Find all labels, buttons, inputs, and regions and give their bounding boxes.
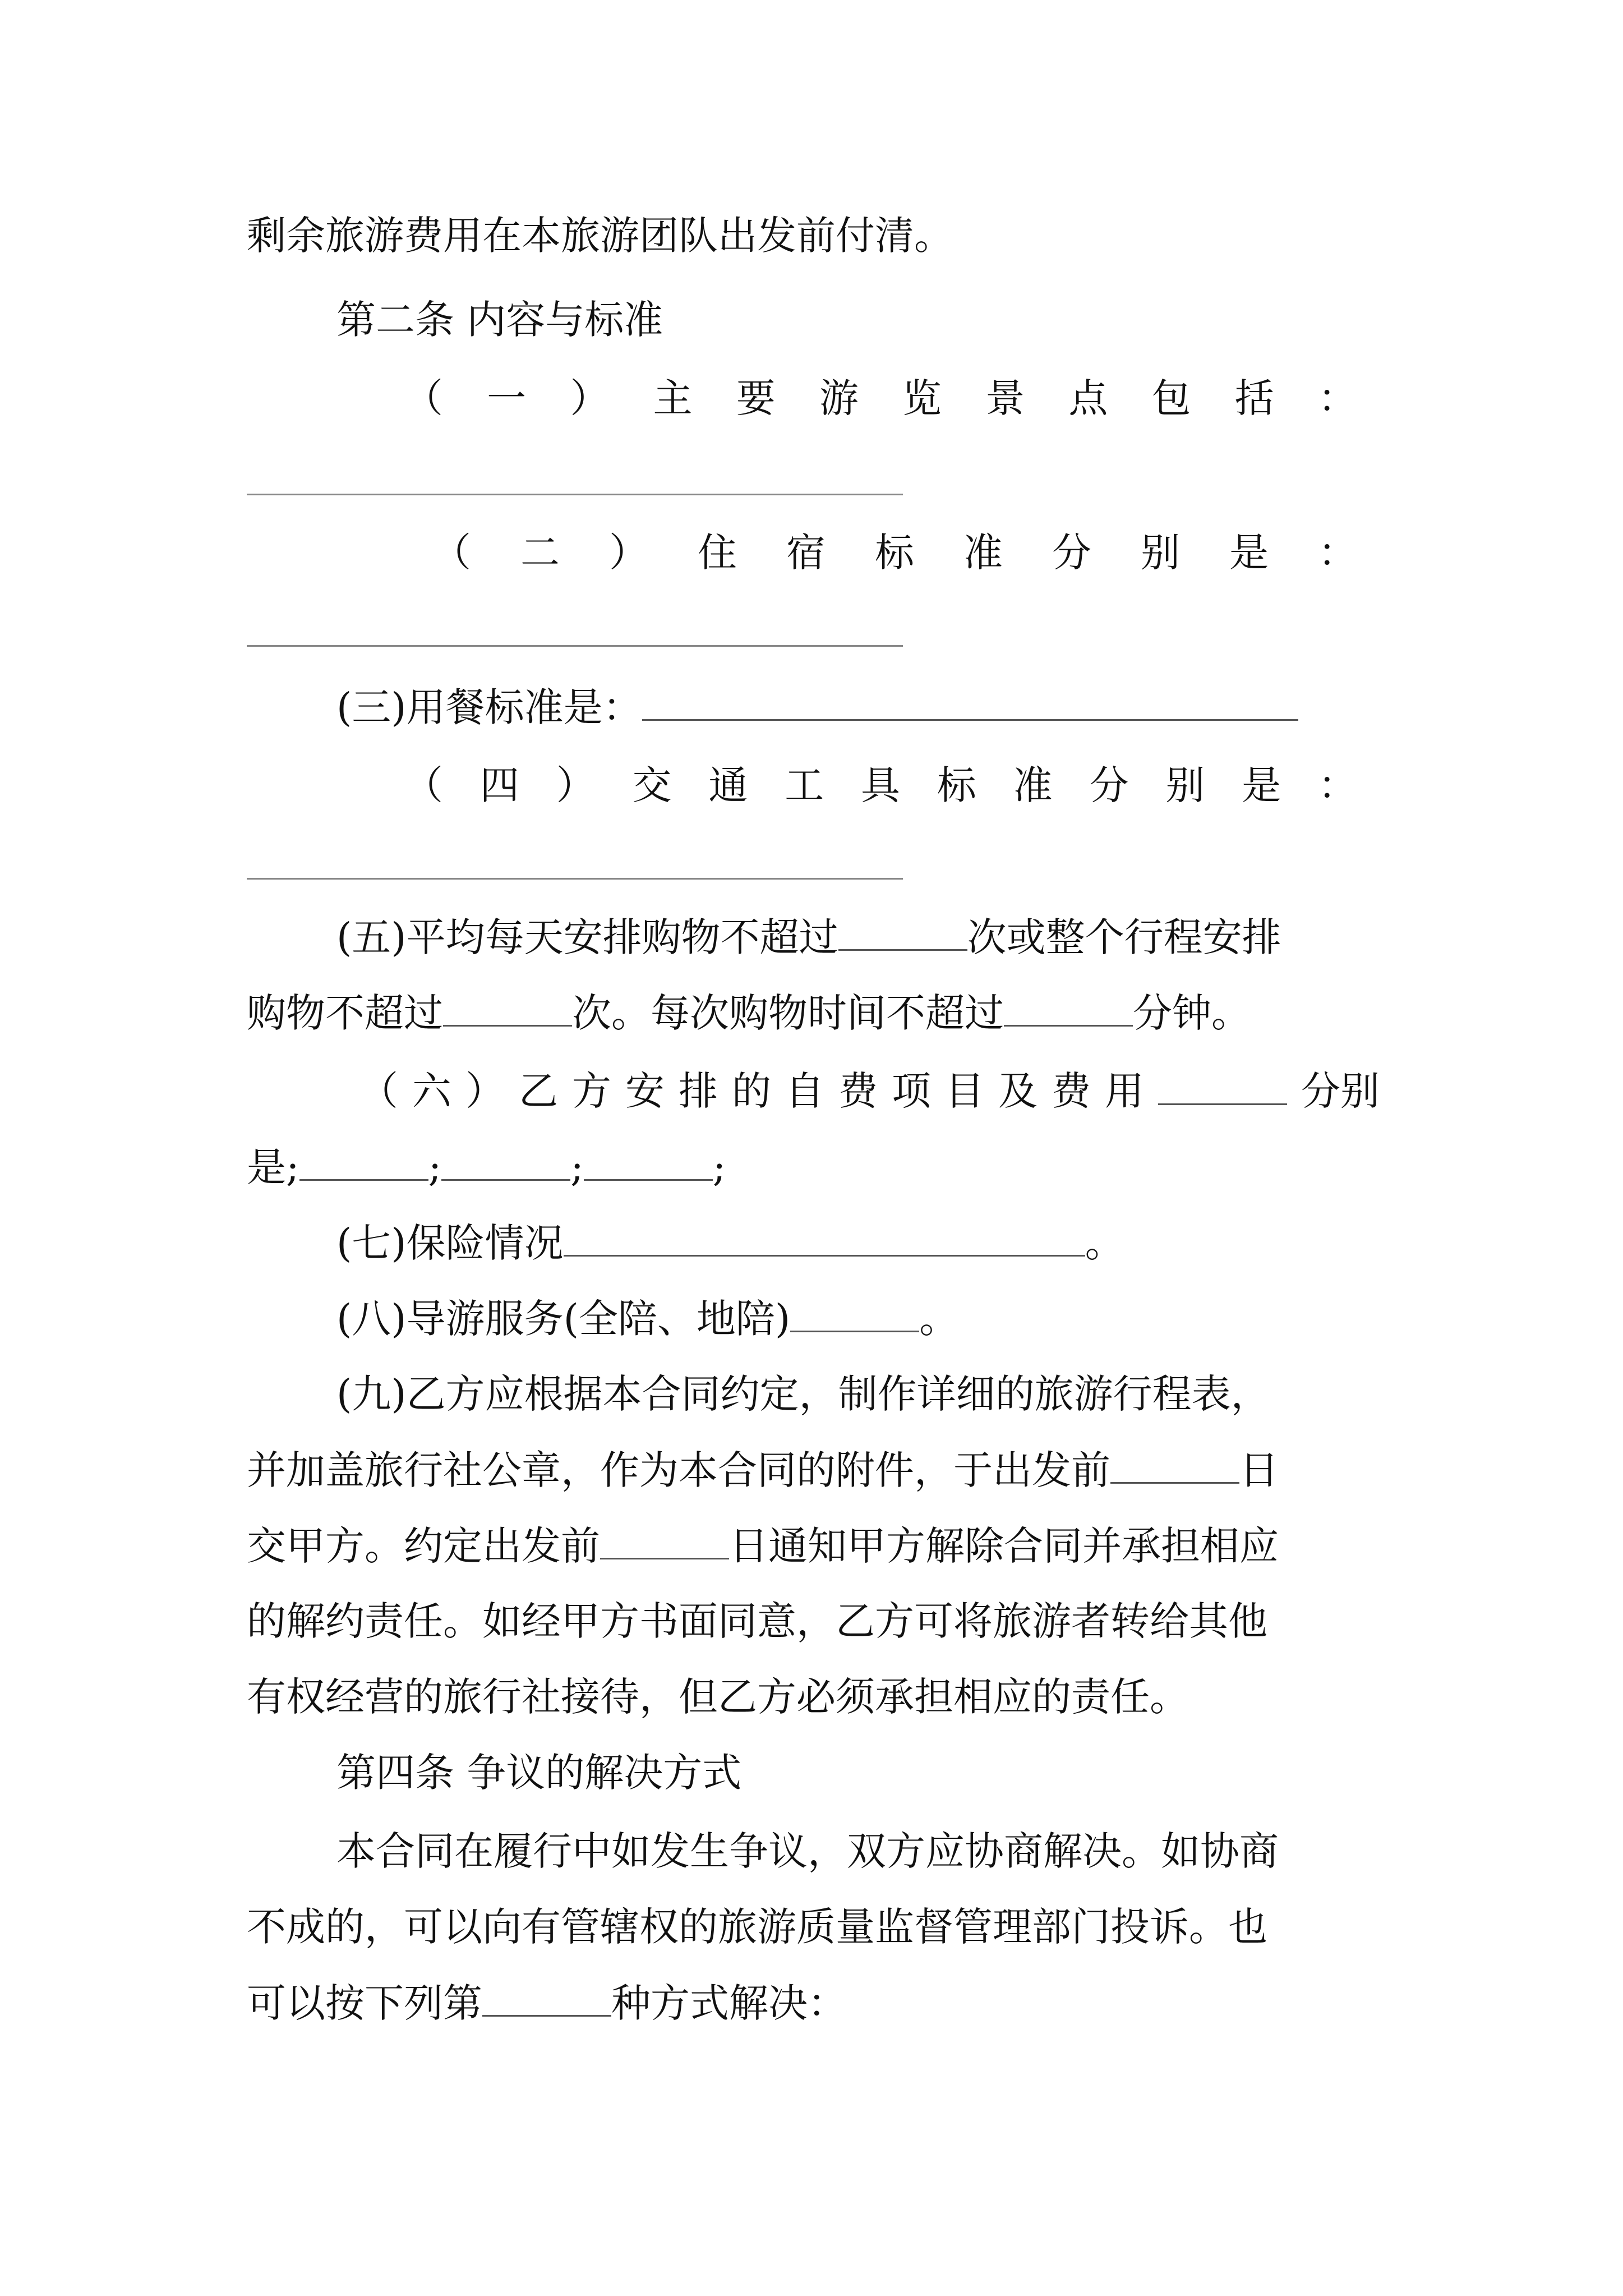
item-6-optional: （ 六 ） 乙 方 安 排 的 自 费 项 目 及 费 用 分别 [359, 1063, 1380, 1119]
blank-guide [790, 1290, 919, 1332]
item-1-attractions: （ 一 ） 主 要 游 览 景 点 包 括 ： [404, 375, 1357, 421]
item-2-accommodation: （ 二 ） 住 宿 标 准 分 别 是 ： [432, 530, 1357, 576]
dispute-para-line-2: 不成的，可以向有管辖权的旅游质量监督管理部门投诉。也 [247, 1904, 1267, 1950]
blank-dispute-method [482, 1975, 611, 2017]
blank-shopping-total [443, 984, 572, 1027]
blank-optional-3 [584, 1139, 713, 1181]
blank-optional-fee [1158, 1063, 1287, 1105]
item-5-shopping: (五)平均每天安排购物不超过 次或整个行程安排 [336, 909, 1281, 965]
blank-days-before-delivery [1110, 1442, 1239, 1484]
item-9-line-2: 并加盖旅行社公章，作为本合同的附件，于出发前 日 [247, 1442, 1279, 1498]
blank-days-before-notice [600, 1517, 729, 1559]
item-9-line-3: 交甲方。约定出发前 日通知甲方解除合同并承担相应 [247, 1517, 1279, 1574]
dispute-para-line-3: 可以按下列第 种方式解决： [247, 1975, 847, 2031]
blank-line-attractions [247, 494, 903, 495]
blank-line-transport [247, 878, 903, 880]
item-8-guide: (八)导游服务(全陪、地陪) 。 [336, 1290, 958, 1347]
blank-shopping-per-day [838, 909, 967, 951]
item-6-optional-cont: 是; ; ; ; [247, 1139, 726, 1195]
dispute-para-line-1: 本合同在履行中如发生争议，双方应协商解决。如协商 [336, 1828, 1279, 1874]
blank-meals [642, 679, 1298, 721]
blank-line-accommodation [247, 645, 903, 647]
item-7-insurance: (七)保险情况 。 [336, 1214, 1124, 1271]
article-4-heading: 第四条 争议的解决方式 [336, 1750, 742, 1796]
item-5-shopping-cont: 购物不超过 次。每次购物时间不超过 分钟。 [247, 984, 1251, 1041]
item-9-itinerary: (九)乙方应根据本合同约定，制作详细的旅游行程表， [336, 1371, 1270, 1417]
item-4-transport: （ 四 ） 交 通 工 具 标 准 分 别 是 ： [404, 762, 1357, 808]
blank-optional-2 [441, 1139, 570, 1181]
blank-optional-1 [299, 1139, 428, 1181]
item-9-line-5: 有权经营的旅行社接待，但乙方必须承担相应的责任。 [247, 1674, 1189, 1720]
item-9-line-4: 的解约责任。如经甲方书面同意，乙方可将旅游者转给其他 [247, 1598, 1267, 1644]
item-3-meals: (三)用餐标准是： [336, 679, 1298, 735]
article-2-heading: 第二条 内容与标准 [336, 297, 663, 343]
blank-shopping-minutes [1004, 984, 1133, 1027]
blank-insurance [564, 1214, 1085, 1257]
para-payment-end: 剩余旅游费用在本旅游团队出发前付清。 [247, 213, 953, 259]
